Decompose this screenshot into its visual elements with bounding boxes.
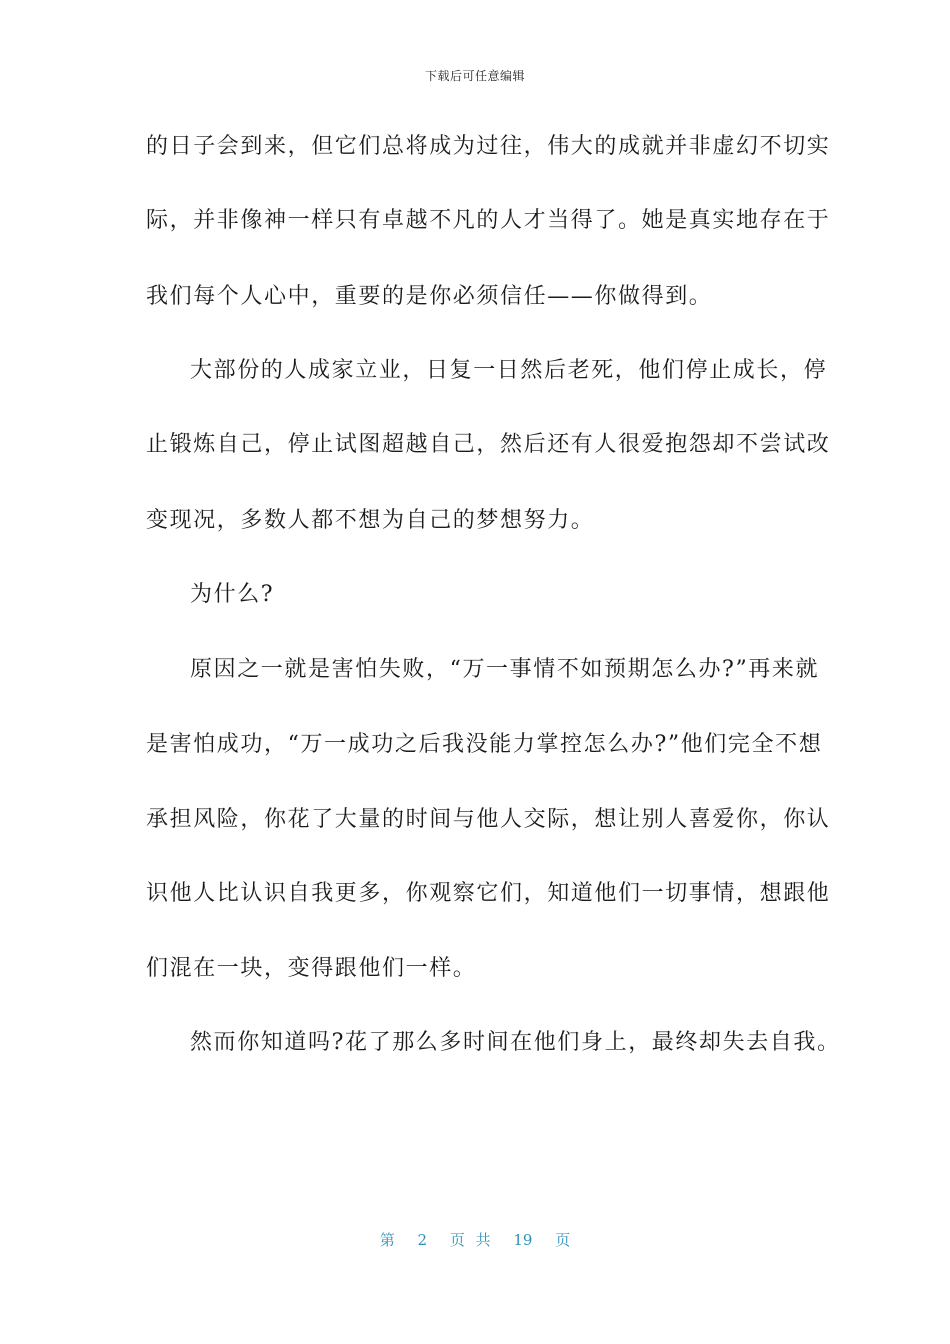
body-line: 识他人比认识自我更多，你观察它们，知道他们一切事情，想跟他 — [146, 881, 831, 906]
paragraph-start-line: 为什么? — [190, 582, 275, 607]
body-line: 止锻炼自己，停止试图超越自己，然后还有人很爱抱怨却不尝试改 — [146, 432, 831, 457]
body-line: 际，并非像神一样只有卓越不凡的人才当得了。她是真实地存在于 — [146, 208, 831, 233]
page-footer — [0, 1229, 950, 1250]
footer-prefix: 第 — [379, 1231, 395, 1249]
body-line: 们混在一块，变得跟他们一样。 — [146, 956, 477, 981]
footer-total-pages: 19 — [513, 1231, 533, 1249]
paragraph-start-line: 然而你知道吗?花了那么多时间在他们身上，最终却失去自我。 — [190, 1030, 841, 1055]
footer-middle: 页 共 — [449, 1231, 491, 1249]
footer-current-page: 2 — [417, 1231, 428, 1249]
body-line: 承担风险，你花了大量的时间与他人交际，想让别人喜爱你，你认 — [146, 807, 831, 832]
footer-suffix: 页 — [555, 1231, 571, 1249]
paragraph-start-line: 大部份的人成家立业，日复一日然后老死，他们停止成长，停 — [190, 358, 828, 383]
body-line: 的日子会到来，但它们总将成为过往，伟大的成就并非虚幻不切实 — [146, 134, 831, 159]
body-line: 是害怕成功，“万一成功之后我没能力掌控怎么办?”他们完全不想 — [146, 732, 823, 757]
paragraph-start-line: 原因之一就是害怕失败，“万一事情不如预期怎么办?”再来就 — [190, 657, 820, 682]
body-line: 变现况，多数人都不想为自己的梦想努力。 — [146, 508, 595, 533]
body-line: 我们每个人心中，重要的是你必须信任——你做得到。 — [146, 284, 713, 309]
download-note: 下载后可任意编辑 — [424, 69, 525, 83]
